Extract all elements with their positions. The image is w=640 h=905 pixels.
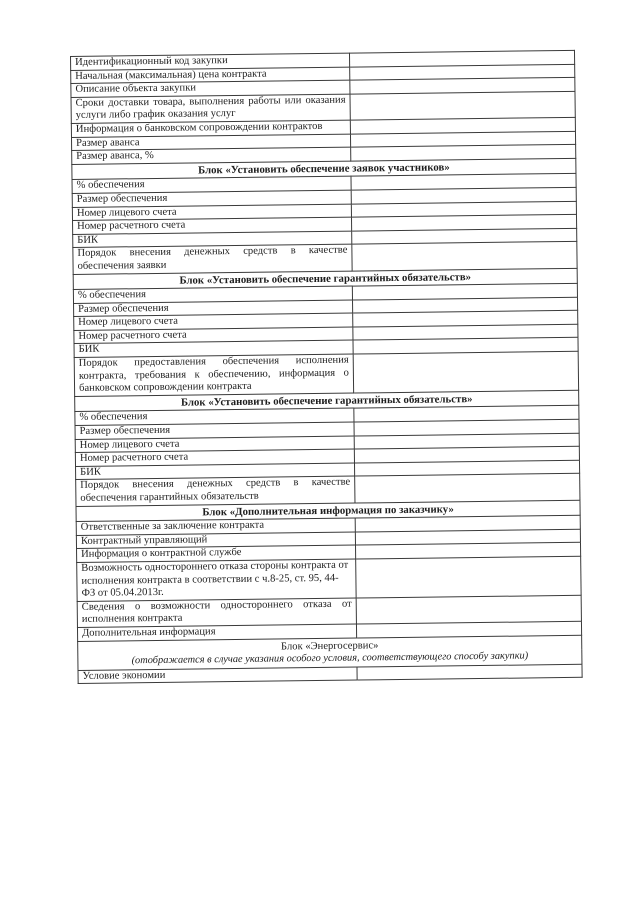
row-value-cell <box>357 664 582 680</box>
row-value-cell <box>355 474 580 503</box>
row-label-contract-service: Информация о контрактной службе <box>77 545 356 562</box>
row-label-purchase-id: Идентификационный код закупки <box>71 53 350 70</box>
row-label-additional-info: Дополнительная информация <box>77 624 356 641</box>
row-value-cell <box>356 595 581 624</box>
table-row <box>74 351 578 396</box>
row-value-cell <box>356 556 581 598</box>
table-row <box>77 556 581 601</box>
row-label-warranty-deposit-procedure: Порядок внесения денежных средств в качестве обеспечения гарантийных обязательств <box>76 476 355 506</box>
row-label-personal-account: Номер лицевого счета <box>72 204 351 221</box>
block-title-customer-info: Блок «Дополнительная информация по заказчику» <box>76 500 580 522</box>
row-label-savings-condition: Условие экономии <box>78 667 357 684</box>
row-label-unilateral-refusal-possibility: Возможность одностороннего отказа стороны контракта от исполнения контракта в соответствии с ч.8-25, ст. 95, 44-ФЗ от 05.04.2013г. <box>77 559 356 601</box>
row-label-settlement-account: Номер расчетного счета <box>73 217 352 234</box>
row-label-bik: БИК <box>76 463 355 480</box>
row-label-settlement-account: Номер расчетного счета <box>75 449 354 466</box>
row-label-bik: БИК <box>74 341 353 358</box>
row-label-deposit-procedure: Порядок внесения денежных средств в качестве обеспечения заявки <box>73 244 352 274</box>
row-label-settlement-account: Номер расчетного счета <box>74 327 353 344</box>
row-value-cell <box>352 242 577 271</box>
row-label-security-percent: % обеспечения <box>72 176 351 193</box>
row-label-initial-price: Начальная (максимальная) цена контракта <box>71 67 350 84</box>
row-label-bik: БИК <box>73 231 352 248</box>
row-label-security-amount: Размер обеспечения <box>75 422 354 439</box>
row-label-responsible-persons: Ответственные за заключение контракта <box>76 518 355 535</box>
row-label-unilateral-refusal-info: Сведения о возможности одностороннего отказа от исполнения контракта <box>77 598 356 628</box>
row-label-delivery-terms: Сроки доставки товара, выполнения работы или оказания услуги либо график оказания услуг <box>71 94 350 124</box>
row-label-security-amount: Размер обеспечения <box>74 300 353 317</box>
row-label-security-amount: Размер обеспечения <box>72 190 351 207</box>
row-value-cell <box>350 91 575 120</box>
row-label-security-percent: % обеспечения <box>75 408 354 425</box>
row-label-advance-percent: Размер аванса, % <box>72 147 351 164</box>
document-page <box>70 50 583 684</box>
row-label-provision-procedure: Порядок предоставления обеспечения исполнения контракта, требования к обеспечению, информация о банковском сопровождении контракта <box>74 354 353 396</box>
block-title-warranty-security-2: Блок «Установить обеспечение гарантийных обязательств» <box>75 390 579 412</box>
procurement-form-table <box>70 50 583 684</box>
row-value-cell <box>353 351 578 393</box>
row-label-advance-amount: Размер аванса <box>71 134 350 151</box>
row-label-personal-account: Номер лицевого счета <box>75 436 354 453</box>
row-label-bank-support: Информация о банковском сопровождении контрактов <box>71 120 350 137</box>
row-label-security-percent: % обеспечения <box>73 286 352 303</box>
row-label-personal-account: Номер лицевого счета <box>74 313 353 330</box>
row-label-contract-manager: Контрактный управляющий <box>76 532 355 549</box>
block-note-energy-service: (отображается в случае указания особого условия, соответствующего способу закупки) <box>78 650 582 670</box>
block-title-warranty-security: Блок «Установить обеспечение гарантийных обязательств» <box>73 268 577 290</box>
row-label-object-description: Описание объекта закупки <box>71 80 350 97</box>
block-title-energy-service: Блок «Энергосервис» <box>78 635 582 656</box>
block-title-bid-security: Блок «Установить обеспечение заявок участников» <box>72 158 576 180</box>
